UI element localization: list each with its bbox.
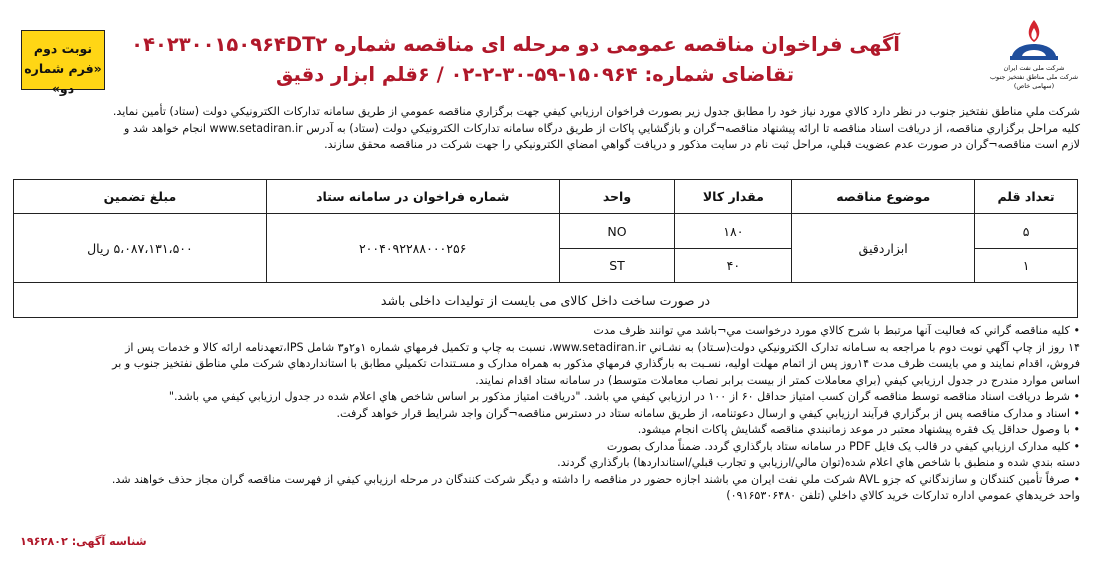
tender-table — [13, 179, 1078, 318]
company-logo — [988, 18, 1080, 91]
header-guarantee: مبلغ تضمین — [14, 180, 267, 214]
intro-line-2: کليه مراحل برگزاري مناقصه، از دريافت اسناد مناقصه تا ارائه پيشنهاد مناقصه¬گران و بازگشايي پاکات از طريق درگاه سامانه تدارکات الکترونيکي دولت (ستاد) به آدرس www.setadiran.ir انجام خواهد شد و — [124, 121, 1080, 135]
header-setad-no: شماره فراخوان در سامانه ستاد — [266, 180, 559, 214]
header-count: تعداد قلم — [975, 180, 1078, 214]
condition-line: • اسناد و مدارک مناقصه پس از برگزاري فرآيند ارزيابي کيفي و ارسال دعوتنامه، از طريق سامانه ستاد در دسترس مناقصه¬گران واجد شرايط قرار خواهد گرفت. — [336, 406, 1080, 420]
condition-line: • صرفاً تأمين کنندگان و سازندگاني که جزو AVL شرکت ملي نفت ايران مي باشند اجازه حضور در مناقصه را داشته و ديگر شرکت کنندگان در مرحله ارزيابي کيفي از فهرست مناقصه گران مجاز حذف خواهند شد. — [111, 472, 1080, 486]
table-header-row — [14, 180, 1078, 214]
cell-unit: NO — [559, 214, 675, 249]
header-unit: واحد — [559, 180, 675, 214]
condition-line: فروش، اقدام نمايند و مي بايست ظرف مدت ۱۴روز پس از اتمام مهلت اوليه، نسـبت به بارگذاري فرمهاي مذکور به همراه مدارک و مسـتندات تکميلي مطابق با استانداردهاي شرکت ملي مناطق نفتخيز جنوب و بر — [112, 357, 1080, 370]
condition-line: • کليه مناقصه گراني که فعاليت آنها مرتبط با شرح کالاي مورد درخواست مي¬باشد مي توانند ظرف مدت — [593, 324, 1080, 337]
intro-line-1: شرکت ملي مناطق نفتخيز جنوب در نظر دارد کالاي مورد نياز خود را مطابق جدول زير بصورت فراخوان ارزيابي کيفي جهت برگزاري مناقصه عمومي از طريق سامانه تدارکات الکترونيکي دولت (ستاد) تأمين نمايد. — [112, 105, 1080, 118]
round-badge — [21, 30, 105, 96]
badge-line-1: نوبت دوم — [33, 41, 93, 56]
ad-id: شناسه آگهی: ۱۹۶۲۸۰۲ — [20, 535, 147, 548]
cell-guarantee: ۵،۰۸۷،۱۳۱،۵۰۰ ریال — [14, 214, 267, 283]
intro-line-3: لازم است مناقصه¬گران در صورت عدم عضويت قبلي، مراحل ثبت نام در سايت مذکور و دريافت گواهي امضاي الکترونيکي را جهت شرکت در مناقصه محقق سازند. — [324, 138, 1080, 151]
condition-line: • با وصول حداقل يک فقره پيشنهاد معتبر در موعد زمانبندي مناقصه گشايش پاکات انجام ميشود. — [637, 423, 1080, 436]
intro-text — [16, 104, 1080, 154]
logo-line-3: (سهامی خاص) — [1013, 82, 1055, 90]
cell-count: ۱ — [975, 249, 1078, 283]
conditions-list — [16, 323, 1080, 505]
logo-line-1: شرکت ملی نفت ایران — [1003, 64, 1065, 72]
nioc-flame-icon — [1004, 18, 1064, 62]
header-subject: موضوع مناقصه — [792, 180, 975, 214]
cell-subject: ابزاردقیق — [792, 214, 975, 283]
cell-setad-no: ۲۰۰۴۰۹۲۲۸۸۰۰۰۲۵۶ — [266, 214, 559, 283]
title-line-1: آگهی فراخوان مناقصه عمومی دو مرحله ای مناقصه شماره ۰۴۰۲۳۰۰۱۵۰۹۶۴DT۲ — [131, 33, 900, 56]
cell-unit: ST — [559, 249, 675, 283]
cell-count: ۵ — [975, 214, 1078, 249]
condition-line: اساس موارد مندرج در جدول ارزيابي کيفي (براي معاملات کمتر از بيست برابر نصاب معاملات متوسط) در سامانه ستاد اقدام نمايند. — [475, 373, 1080, 387]
table-note-row — [14, 283, 1078, 318]
condition-line: • کليه مدارک ارزيابي کيفي در قالب يک فايل PDF در سامانه ستاد بارگذاري گردد. ضمناً مدارک بصورت — [606, 439, 1080, 453]
logo-line-2: شرکت ملی مناطق نفتخیز جنوب — [989, 73, 1079, 81]
condition-line: ۱۴ روز از چاپ آگهي نوبت دوم با مراجعه به سـامانه تدارک الکترونيکي دولت(سـتاد) به نشـاني www.setadiran.ir، نسبت به چاپ و تکميل فرمهاي شماره ۱و۲و۳ شامل IPS،تعهدنامه ارائه کالا و خدمات پس از — [125, 340, 1080, 354]
badge-line-2: «فرم شماره دو» — [24, 61, 102, 96]
ad-title — [131, 30, 900, 90]
condition-line: • شرط دريافت اسناد مناقصه توسط مناقصه گران کسب امتياز حداقل ۶۰ از ۱۰۰ در ارزيابي کيفي مي باشد. "دريافت امتياز مذکور بر اساس شاخص هاي اعلام شده در جدول ارزيابي کيفي مي باشد." — [168, 390, 1080, 403]
condition-line: دسته بندي شده و منطبق با شاخص هاي اعلام شده(توان مالي/ارزيابي و تجارب قبلي/استانداردها) بارگذاري گردند. — [557, 456, 1080, 469]
title-line-2: تقاضای شماره: ۱۵۰۹۶۴-۵۹-۳۰-۲-۰۲ / ۶قلم ابزار دقیق — [275, 63, 795, 86]
cell-qty: ۱۸۰ — [675, 214, 792, 249]
table-row — [14, 214, 1078, 249]
cell-qty: ۴۰ — [675, 249, 792, 283]
condition-line: واحد خريدهاي عمومي اداره تدارکات خريد کالاي داخلي (تلفن ۰۹۱۶۵۳۰۶۴۸۰) — [726, 489, 1080, 502]
table-note: در صورت ساخت داخل کالای می بایست از تولیدات داخلی باشد — [14, 283, 1078, 318]
header-qty: مقدار کالا — [675, 180, 792, 214]
